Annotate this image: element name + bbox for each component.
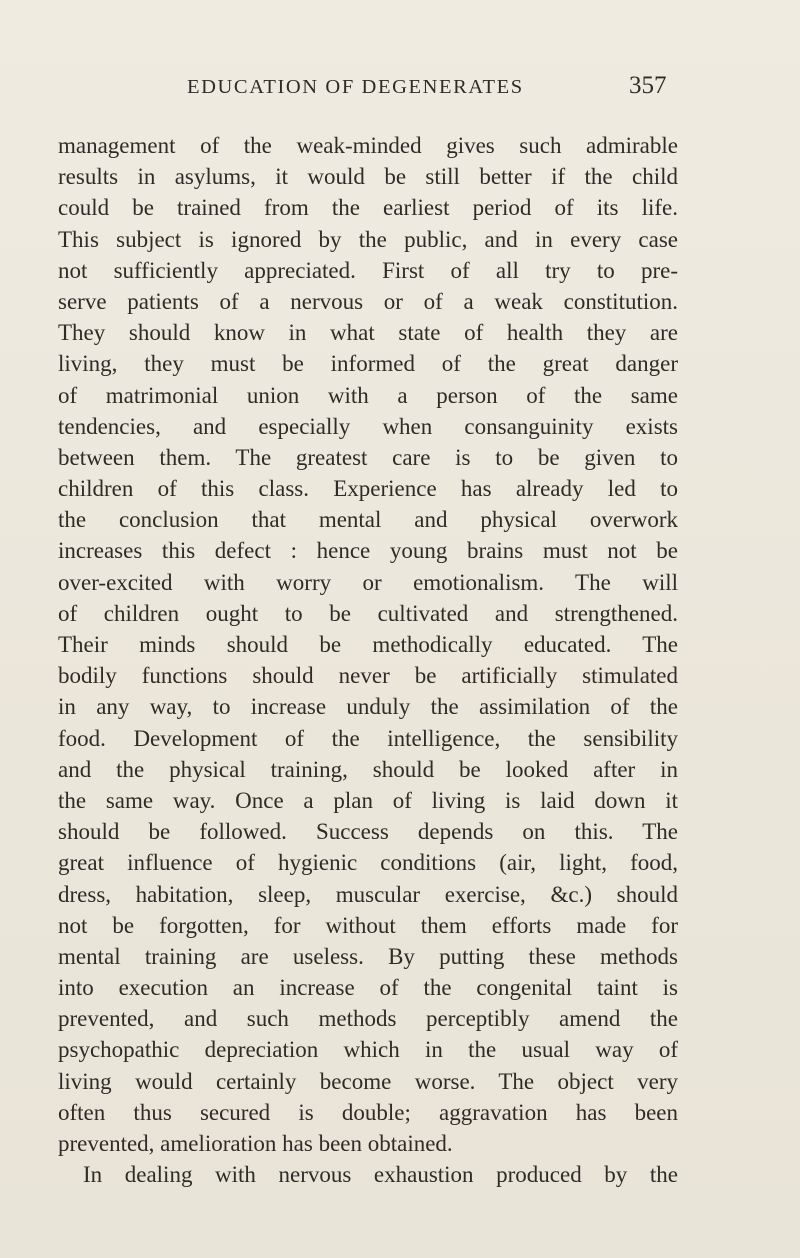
text-line: and the physical training, should be looked after in (58, 756, 678, 782)
text-line: the conclusion that mental and physical overwork (58, 507, 678, 533)
running-head (0, 72, 800, 108)
text-line: tendencies, and especially when consanguinity exists (58, 413, 678, 439)
text-line: increases this defect : hence young brains must not be (58, 538, 678, 564)
text-line: prevented, and such methods perceptibly amend the (58, 1006, 678, 1032)
text-line: in any way, to increase unduly the assimilation of the (58, 694, 678, 720)
text-line: mental training are useless. By putting these methods (58, 943, 678, 969)
text-line: This subject is ignored by the public, and in every case (58, 226, 678, 252)
text-line: psychopathic depreciation which in the usual way of (58, 1037, 678, 1063)
text-line: not be forgotten, for without them efforts made for (58, 912, 678, 938)
text-line: They should know in what state of health they are (58, 320, 678, 346)
paragraph-start-line: In dealing with nervous exhaustion produced by the (83, 1162, 678, 1188)
text-line: could be trained from the earliest period of its life. (58, 195, 678, 221)
text-line: living, they must be informed of the great danger (58, 351, 678, 377)
text-line: children of this class. Experience has already led to (58, 476, 678, 502)
page-number: 357 (629, 72, 667, 99)
text-line: bodily functions should never be artificially stimulated (58, 663, 678, 689)
body-text (58, 130, 678, 1190)
running-title: EDUCATION OF DEGENERATES (187, 76, 524, 98)
text-line: food. Development of the intelligence, the sensibility (58, 725, 678, 751)
paragraph-end-line: prevented, amelioration has been obtained. (58, 1131, 453, 1156)
text-line: not sufficiently appreciated. First of all try to pre- (58, 257, 678, 283)
text-line: of matrimonial union with a person of the same (58, 382, 678, 408)
text-line: management of the weak-minded gives such admirable (58, 133, 678, 158)
text-line: dress, habitation, sleep, muscular exercise, &c.) should (58, 881, 678, 907)
text-line: living would certainly become worse. The object very (58, 1068, 678, 1094)
text-line: should be followed. Success depends on this. The (58, 819, 678, 845)
text-line: over-excited with worry or emotionalism. The will (58, 569, 678, 595)
text-line: of children ought to be cultivated and strengthened. (58, 600, 678, 626)
text-line: the same way. Once a plan of living is laid down it (58, 787, 678, 813)
text-line: results in asylums, it would be still better if the child (58, 164, 678, 190)
text-line: Their minds should be methodically educated. The (58, 632, 678, 657)
text-line: serve patients of a nervous or of a weak constitution. (58, 288, 678, 314)
text-line: into execution an increase of the congenital taint is (58, 975, 678, 1001)
text-line: between them. The greatest care is to be given to (58, 444, 678, 470)
text-line: often thus secured is double; aggravation has been (58, 1099, 678, 1125)
text-line: great influence of hygienic conditions (air, light, food, (58, 850, 678, 876)
